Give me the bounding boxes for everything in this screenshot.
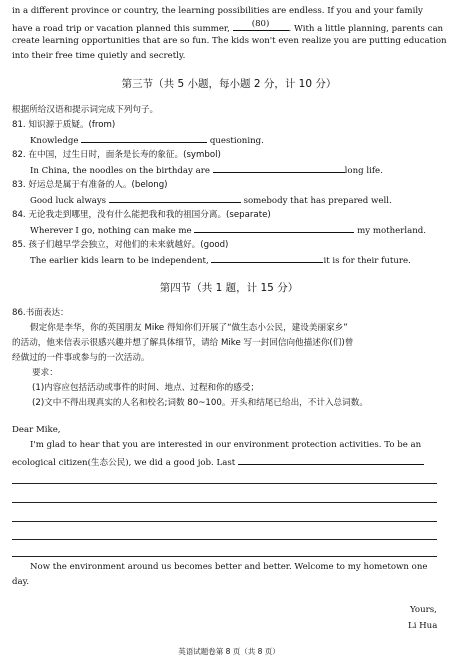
item-83-cn: 83. 好运总是属于有准备的人。(belong) <box>12 180 168 190</box>
item-83-en-a: Good luck always <box>30 196 107 206</box>
passage-line-1: in a different province or country, the learning possibilities are endless. If you and your family <box>12 6 423 16</box>
item-83-en-b: somebody that has prepared well. <box>243 196 392 206</box>
page-footer: 英语试题卷第 8 页（共 8 页） <box>178 647 280 656</box>
item-83-en <box>30 193 392 206</box>
item-85-cn: 85. 孩子们越早学会独立，对他们的未来就越好。(good) <box>12 240 229 250</box>
requirements-label: 要求： <box>32 368 58 378</box>
writing-line[interactable] <box>12 539 437 540</box>
writing-line[interactable] <box>12 502 437 503</box>
item-83-blank[interactable] <box>109 193 241 203</box>
item-82-cn: 82. 在中国，过生日时，面条是长寿的象征。(symbol) <box>12 150 221 160</box>
item-85-en <box>30 253 411 266</box>
item-84-blank[interactable] <box>194 223 354 233</box>
passage-line-2 <box>12 21 443 34</box>
blank-number-80: (80) <box>251 19 270 29</box>
prompt-line-3: 经做过的一件事或参与的一次活动。 <box>12 353 150 363</box>
writing-line[interactable] <box>12 483 437 484</box>
letter-signoff: Yours, <box>410 605 437 615</box>
letter-signature-name: Li Hua <box>408 621 438 631</box>
section-3-instruction: 根据所给汉语和提示词完成下列句子。 <box>12 105 159 115</box>
requirement-2: (2)文中不得出现真实的人名和校名;词数 80~100。开头和结尾已给出，不计入总词数。 <box>32 398 368 408</box>
section-3-heading: 第三节（共 5 小题，每小题 2 分，计 10 分） <box>121 78 337 90</box>
letter-closing-line-1: Now the environment around us becomes better and better. Welcome to my hometown one <box>30 562 428 572</box>
item-81-en-b: questioning. <box>209 136 264 146</box>
writing-line[interactable] <box>12 521 437 522</box>
item-81-en-a: Knowledge <box>30 136 79 146</box>
passage-line-3: create learning opportunities that are so fun. The kids won't even realize you are putting education <box>12 36 447 46</box>
prompt-line-2: 的活动，他来信表示很感兴趣并想了解具体细节，请给 Mike 写一封回信向他描述你(们)曾 <box>12 338 354 348</box>
item-81-en <box>30 133 264 146</box>
item-84-en-a: Wherever I go, nothing can make me <box>30 226 192 236</box>
item-85-blank[interactable] <box>211 253 323 263</box>
letter-body-line-2-text: ecological citizen(生态公民), we did a good job. Last <box>12 458 236 468</box>
item-81-blank[interactable] <box>81 133 207 143</box>
item-84-en <box>30 223 426 236</box>
letter-body-line-2 <box>12 455 424 468</box>
letter-greeting: Dear Mike, <box>12 425 61 435</box>
letter-closing-line-2: day. <box>12 577 30 587</box>
writing-line[interactable] <box>12 556 437 557</box>
item-81-cn: 81. 知识源于质疑。(from) <box>12 120 116 130</box>
item-84-cn: 84. 无论我走到哪里，没有什么能把我和我的祖国分离。(separate) <box>12 210 271 220</box>
item-82-en-a: In China, the noodles on the birthday are <box>30 166 210 176</box>
section-4-heading: 第四节（共 1 题，计 15 分） <box>159 282 299 294</box>
prompt-line-1: 假定你是李华，你的英国朋友 Mike 得知你们开展了“做生态小公民，建设美丽家乡” <box>30 323 348 333</box>
item-85-en-b: it is for their future. <box>323 256 411 266</box>
passage-line-4: into their free time quietly and secretly. <box>12 51 186 61</box>
item-84-en-b: my motherland. <box>357 226 426 236</box>
question-86-label: 86.书面表达： <box>12 308 69 318</box>
passage-line-2-text-b: . With a little planning, parents can <box>288 24 444 34</box>
passage-line-2-text-a: have a road trip or vacation planned this summer, <box>12 24 230 34</box>
item-82-en-b: long life. <box>344 166 383 176</box>
item-82-en <box>30 163 383 176</box>
writing-line-start[interactable] <box>238 455 424 465</box>
item-82-blank[interactable] <box>213 163 345 173</box>
letter-body-line-1: I'm glad to hear that you are interested in our environment protection activities. To be an <box>30 440 422 450</box>
requirement-1: (1)内容应包括活动或事件的时间、地点、过程和你的感受； <box>32 383 260 393</box>
item-85-en-a: The earlier kids learn to be independent, <box>30 256 209 266</box>
answer-blank-80[interactable] <box>233 21 289 31</box>
